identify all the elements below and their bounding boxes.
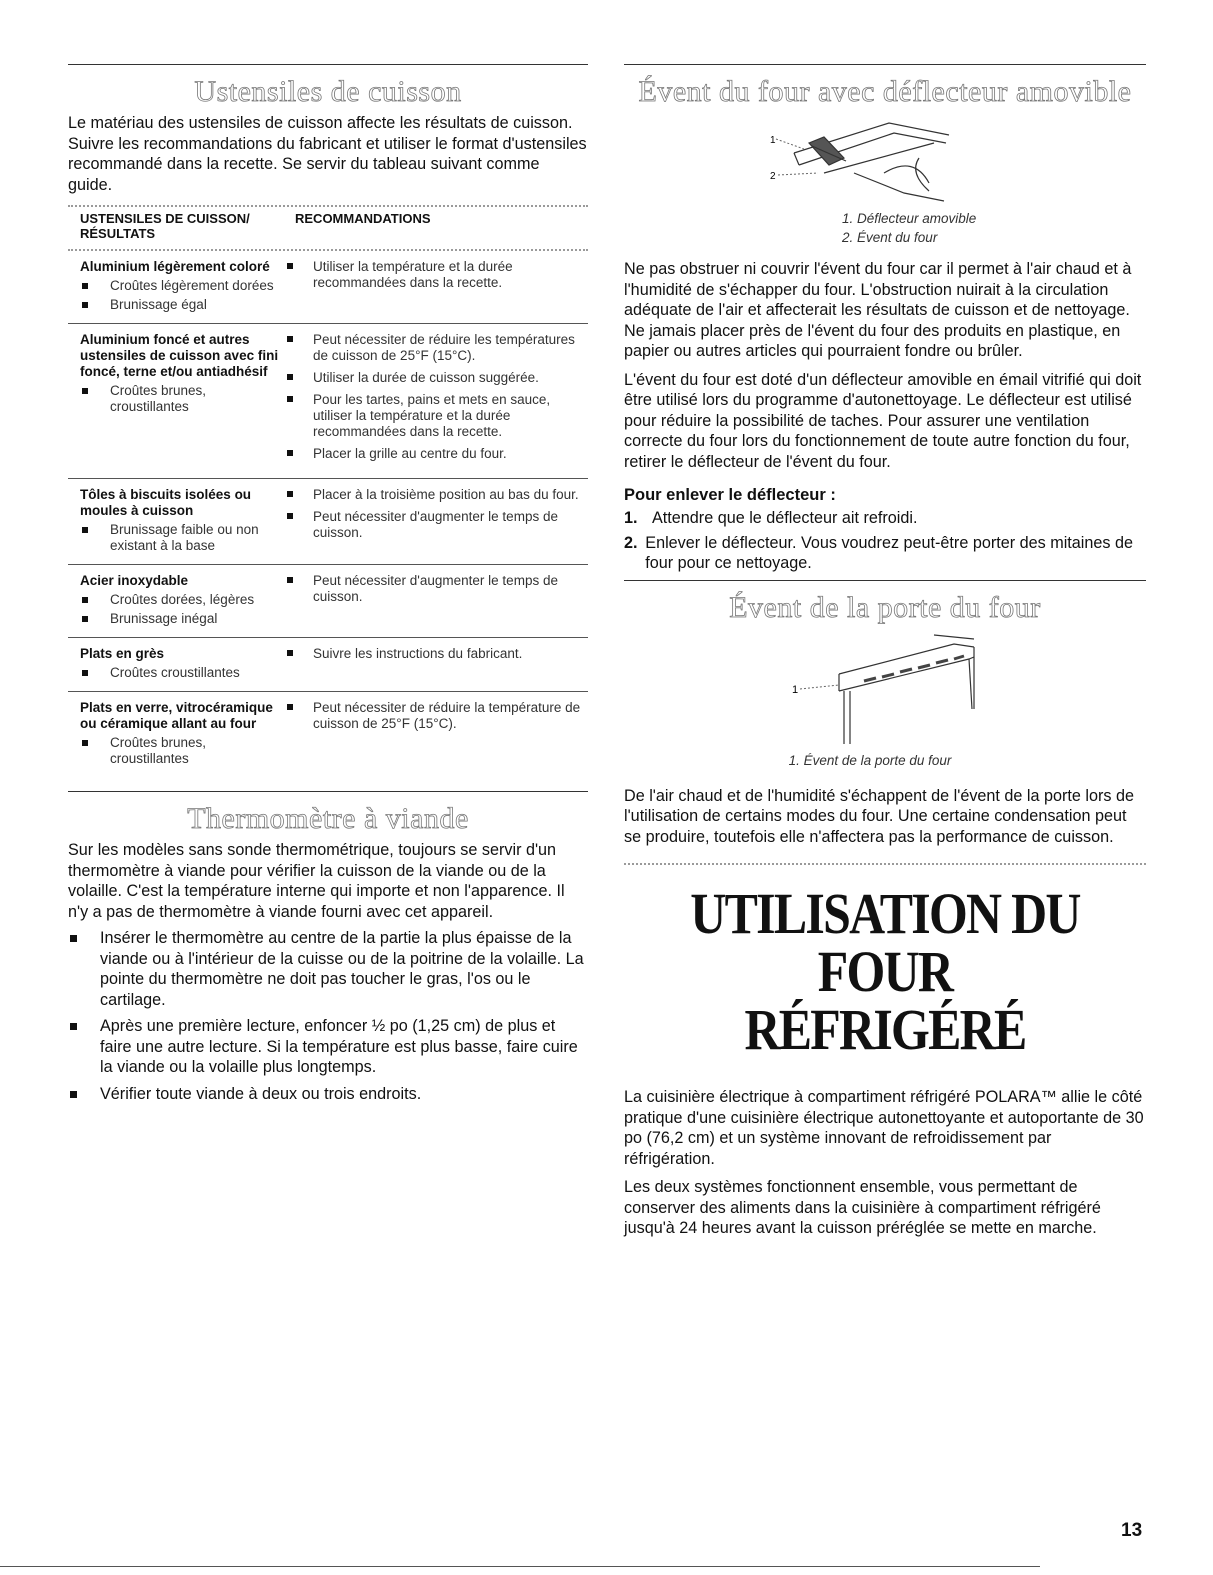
table-row xyxy=(68,565,588,638)
thermometre-intro: Sur les modèles sans sonde thermométrique, toujours se servir d'un thermomètre à viande pour vérifier la cuisson de la viande ou de la volaille. C'est la température interne qui importe et non l'apparence. Il n'y a pas de thermomètre à viande fourni avec cet appareil. xyxy=(68,841,565,921)
event-porte-para: De l'air chaud et de l'humidité s'échappent de l'évent de la porte lors de l'utilisation de certains modes du four. Une certaine condensation peut se produire, toutefois elle n'affectera pas la performance de cuisson. xyxy=(624,786,1134,846)
figure-label-2: 2 xyxy=(770,171,776,182)
recommendation-cell xyxy=(285,259,588,313)
figure-label-1: 1 xyxy=(792,683,799,696)
recommendation-item: Placer la grille au centre du four. xyxy=(285,446,588,462)
cookware-cell xyxy=(68,487,285,554)
thermometre-bullet: Insérer le thermomètre au centre de la partie la plus épaisse de la viande ou à l'intérieur de la cuisse ou de la poitrine de la volaille. La pointe du thermomètre ne doit pas toucher le gras, l'os ou le cartilage. xyxy=(68,928,588,1010)
event-four-para1: Ne pas obstruer ni couvrir l'évent du four car il permet à l'air chaud et à l'humidité de s'échapper du four. L'obstruction nuirait à la circulation adéquate de l'air et affecterait les résultats de cuisson et de nettoyage. Ne jamais placer près de l'évent du four des produits en plastique, en papier ou autres articles qui pourraient fondre ou brûler. xyxy=(624,260,1132,360)
table-row xyxy=(68,251,588,324)
figure-label-1: 1 xyxy=(770,135,776,146)
cookware-cell xyxy=(68,332,285,468)
table-row xyxy=(68,692,588,777)
result-item: Croûtes dorées, légères xyxy=(80,592,285,608)
recommendation-item: Peut nécessiter d'augmenter le temps de cuisson. xyxy=(285,573,588,605)
cookware-name: Aluminium foncé et autres ustensiles de cuisson avec fini foncé, terne et/ou antiadhésif xyxy=(80,332,279,379)
section-rule xyxy=(68,791,588,792)
event-four-title: Évent du four avec déflecteur amovible xyxy=(638,75,1132,108)
figure-caption-1: 1. Déflecteur amovible xyxy=(842,211,977,226)
step-text: Enlever le déflecteur. Vous voudrez peut-être porter des mitaines de four pour ce nettoyage. xyxy=(645,533,1133,572)
event-four-para2: L'évent du four est doté d'un déflecteur amovible en émail vitrifié qui doit être utilisé lors du programme d'autonettoyage. Le déflecteur est utilisé pour réduire la possibilité de taches. Pour assurer une ventilation correcte du four lors du fonctionnement de toute autre fonction du four, retirer le déflecteur de l'évent du four. xyxy=(624,370,1142,471)
table-row xyxy=(68,638,588,692)
table-header-recommandations: RECOMMANDATIONS xyxy=(295,211,431,226)
cookware-name: Aluminium légèrement coloré xyxy=(80,259,270,274)
table-header xyxy=(68,211,588,241)
recommendation-item: Peut nécessiter de réduire la température de cuisson de 25°F (15°C). xyxy=(285,700,588,732)
result-item: Croûtes croustillantes xyxy=(80,665,285,681)
step-number: 1. xyxy=(624,509,638,527)
door-vent-figure xyxy=(624,629,1146,749)
thermometre-title: Thermomètre à viande xyxy=(187,802,469,835)
cookware-name: Plats en grès xyxy=(80,646,165,661)
recommendation-item: Suivre les instructions du fabricant. xyxy=(285,646,588,662)
left-column xyxy=(68,64,588,1104)
recommendation-cell xyxy=(285,487,588,554)
cookware-cell xyxy=(68,700,285,767)
result-item: Croûtes légèrement dorées xyxy=(80,278,285,294)
event-porte-title: Évent de la porte du four xyxy=(729,590,1041,624)
recommendation-item: Peut nécessiter de réduire les températures de cuisson de 25°F (15°C). xyxy=(285,332,588,364)
section-rule xyxy=(68,64,588,65)
result-item: Brunissage inégal xyxy=(80,611,285,627)
thermometre-bullet: Vérifier toute viande à deux ou trois endroits. xyxy=(68,1084,588,1105)
ustensiles-intro: Le matériau des ustensiles de cuisson affecte les résultats de cuisson. Suivre les recommandations du fabricant et utiliser le format d'ustensiles recommandé dans la recette. Se servir du tableau suivant comme guide. xyxy=(68,114,587,194)
utilisation-para1: La cuisinière électrique à compartiment réfrigéré POLARA™ allie le côté pratique d'une cuisinière électrique autonettoyante et autoportante de 30 po (76,2 cm) et un système innovant de refroidissement par réfrigération. xyxy=(624,1088,1144,1168)
utilisation-title-line2: RÉFRIGÉRÉ xyxy=(744,997,1026,1062)
recommendation-cell xyxy=(285,332,588,468)
recommendation-item: Peut nécessiter d'augmenter le temps de cuisson. xyxy=(285,509,588,541)
deflector-step xyxy=(624,508,1146,529)
cookware-table xyxy=(68,251,588,777)
vent-deflector-figure xyxy=(624,113,1146,205)
right-column xyxy=(624,64,1146,1239)
door-vent-caption: 1. Évent de la porte du four xyxy=(788,752,952,768)
recommendation-cell xyxy=(285,573,588,627)
step-text: Attendre que le déflecteur ait refroidi. xyxy=(652,509,918,527)
result-item: Croûtes brunes, croustillantes xyxy=(80,383,285,415)
result-item: Croûtes brunes, croustillantes xyxy=(80,735,285,767)
page-number: 13 xyxy=(1121,1520,1143,1541)
recommendation-cell xyxy=(285,646,588,681)
recommendation-item: Pour les tartes, pains et mets en sauce, utiliser la température et la durée recommandées dans la recette. xyxy=(285,392,588,440)
ustensiles-title: Ustensiles de cuisson xyxy=(194,75,462,108)
thermometre-bullet: Après une première lecture, enfoncer ½ po (1,25 cm) de plus et faire une autre lecture. Si la température est plus basse, faire cuire la viande ou la volaille plus longtemps. xyxy=(68,1016,588,1078)
table-row xyxy=(68,479,588,565)
section-rule xyxy=(624,64,1146,65)
cookware-cell xyxy=(68,646,285,681)
step-number: 2. xyxy=(624,533,638,552)
result-item: Brunissage faible ou non existant à la base xyxy=(80,522,285,554)
table-top-rule xyxy=(68,205,588,207)
recommendation-cell xyxy=(285,700,588,767)
table-row xyxy=(68,324,588,479)
cookware-name: Plats en verre, vitrocéramique ou céramique allant au four xyxy=(80,700,273,731)
door-vent-illustration xyxy=(624,629,1146,749)
figure-caption-2: 2. Évent du four xyxy=(842,230,938,245)
utilisation-title-block xyxy=(624,881,1146,1062)
page-bottom-rule xyxy=(0,1566,1040,1567)
cookware-cell xyxy=(68,259,285,313)
section-rule xyxy=(624,580,1146,581)
table-header-ustensiles: USTENSILES DE CUISSON/ RÉSULTATS xyxy=(80,211,250,241)
deflector-step xyxy=(624,533,1146,574)
result-item: Brunissage égal xyxy=(80,297,285,313)
recommendation-item: Placer à la troisième position au bas du four. xyxy=(285,487,588,503)
section-dotted-rule xyxy=(624,863,1146,865)
cookware-name: Acier inoxydable xyxy=(80,573,189,588)
cookware-name: Tôles à biscuits isolées ou moules à cuisson xyxy=(80,487,252,518)
deflector-steps xyxy=(624,508,1146,574)
recommendation-item: Utiliser la température et la durée recommandées dans la recette. xyxy=(285,259,588,291)
cookware-cell xyxy=(68,573,285,627)
vent-deflector-illustration xyxy=(624,113,1146,205)
recommendation-item: Utiliser la durée de cuisson suggérée. xyxy=(285,370,588,386)
utilisation-para2: Les deux systèmes fonctionnent ensemble, vous permettant de conserver des aliments dans la cuisinière à compartiment réfrigéré jusqu'à 24 heures avant la cuisson préréglée se mette en marche. xyxy=(624,1178,1101,1237)
event-four-subhead: Pour enlever le déflecteur : xyxy=(624,486,836,504)
utilisation-title-line1: UTILISATION DU FOUR xyxy=(690,881,1080,1004)
